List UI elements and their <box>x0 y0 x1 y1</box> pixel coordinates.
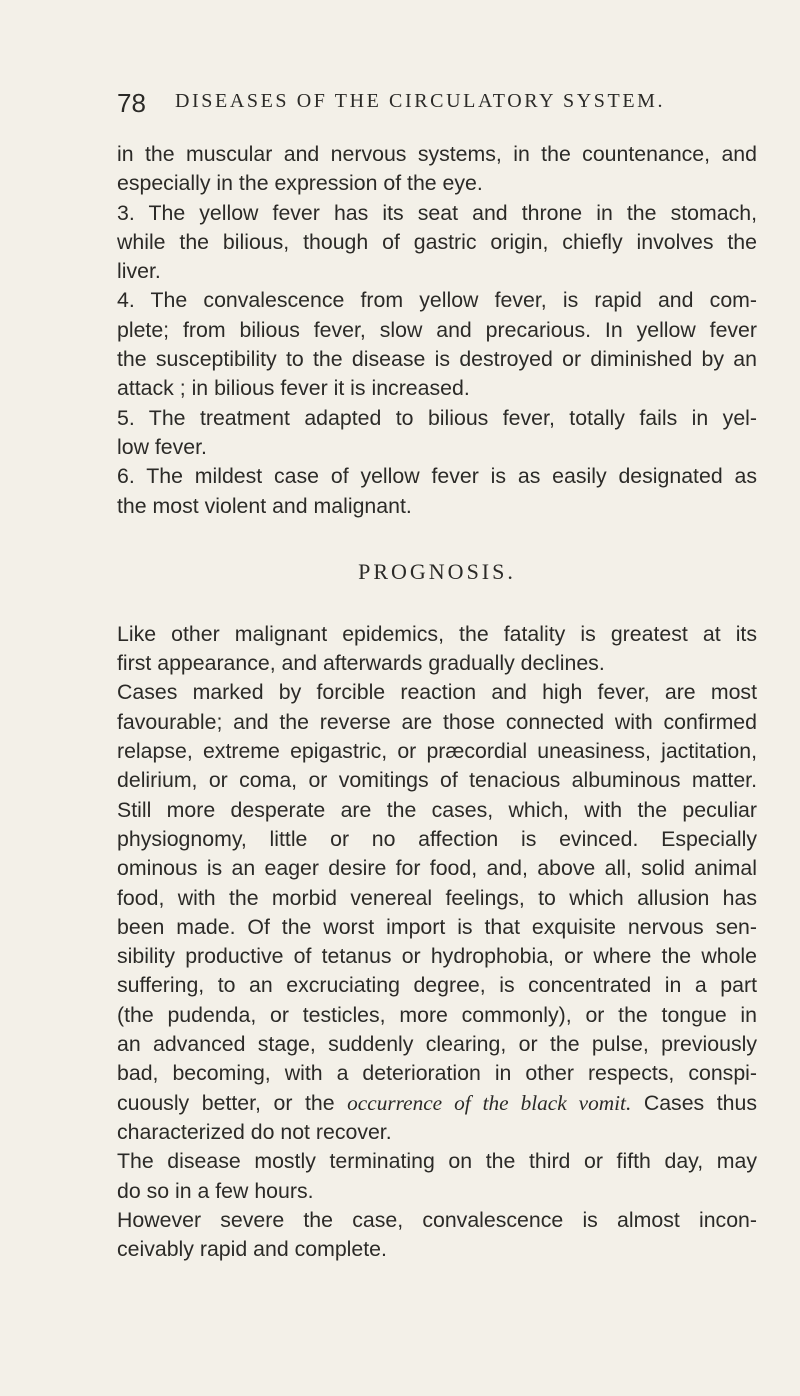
text-line: The disease mostly terminating on the third or fifth day, may <box>117 1149 757 1174</box>
text-line: low fever. <box>117 434 207 459</box>
intro-paragraph <box>117 140 757 199</box>
text-line: sibility productive of tetanus or hydrophobia, or where the whole <box>117 944 757 969</box>
text-line: Still more desperate are the cases, which, with the peculiar <box>117 797 757 822</box>
text-line-with-italic <box>117 1089 757 1118</box>
running-title: DISEASES OF THE CIRCULATORY SYSTEM. <box>175 90 666 112</box>
text-line: characterized do not recover. <box>117 1119 392 1144</box>
text-line: favourable; and the reverse are those connected with confirmed <box>117 709 757 734</box>
running-head <box>117 88 737 122</box>
text-line: However severe the case, convalescence is almost incon- <box>117 1207 757 1232</box>
text-line: ceivably rapid and complete. <box>117 1237 387 1262</box>
text-line: the most violent and malignant. <box>117 493 412 518</box>
page-number: 78 <box>117 88 146 118</box>
text-line: especially in the expression of the eye. <box>117 171 483 196</box>
prognosis-paragraph-2 <box>117 678 757 1147</box>
text-line: (the pudenda, or testicles, more commonly), or the tongue in <box>117 1002 757 1027</box>
text-line: 4. The convalescence from yellow fever, is rapid and com- <box>117 288 757 313</box>
text-line: been made. Of the worst import is that exquisite nervous sen- <box>117 914 757 939</box>
text-line: relapse, extreme epigastric, or præcordial uneasiness, jactitation, <box>117 739 757 764</box>
prognosis-paragraph-3 <box>117 1147 757 1206</box>
text-line: an advanced stage, suddenly clearing, or the pulse, previously <box>117 1032 757 1057</box>
text-line: delirium, or coma, or vomitings of tenacious albuminous matter. <box>117 768 757 793</box>
text-run: Cases thus <box>631 1090 757 1115</box>
text-line: 3. The yellow fever has its seat and throne in the stomach, <box>117 200 757 225</box>
text-line: attack ; in bilious fever it is increased. <box>117 376 470 401</box>
text-line: physiognomy, little or no affection is evinced. Especially <box>117 826 757 851</box>
text-line: first appearance, and afterwards gradually declines. <box>117 651 605 676</box>
italic-phrase: occurrence of the black vomit. <box>347 1090 632 1115</box>
text-line: 5. The treatment adapted to bilious fever, totally fails in yel- <box>117 405 757 430</box>
point-6-paragraph <box>117 462 757 521</box>
text-line: the susceptibility to the disease is destroyed or diminished by an <box>117 347 757 372</box>
point-4-paragraph <box>117 286 757 403</box>
prognosis-paragraph-4 <box>117 1206 757 1265</box>
text-line: do so in a few hours. <box>117 1178 314 1203</box>
text-line: liver. <box>117 259 161 284</box>
text-line: suffering, to an excruciating degree, is concentrated in a part <box>117 973 757 998</box>
text-line: Like other malignant epidemics, the fatality is greatest at its <box>117 621 757 646</box>
text-line: bad, becoming, with a deterioration in other respects, conspi- <box>117 1061 757 1086</box>
prognosis-paragraph-1 <box>117 620 757 679</box>
text-line: ominous is an eager desire for food, and, above all, solid animal <box>117 856 757 881</box>
body-text <box>117 140 757 1264</box>
text-line: while the bilious, though of gastric origin, chiefly involves the <box>117 229 757 254</box>
point-3-paragraph <box>117 199 757 287</box>
text-run: cuously better, or the <box>117 1090 348 1115</box>
text-line: 6. The mildest case of yellow fever is as easily designated as <box>117 464 757 489</box>
text-line: plete; from bilious fever, slow and precarious. In yellow fever <box>117 317 757 342</box>
point-5-paragraph <box>117 404 757 463</box>
text-line: food, with the morbid venereal feelings, to which allusion has <box>117 885 757 910</box>
section-heading-prognosis: PROGNOSIS. <box>358 558 516 584</box>
text-line: Cases marked by forcible reaction and high fever, are most <box>117 680 757 705</box>
text-line: in the muscular and nervous systems, in the countenance, and <box>117 142 757 166</box>
